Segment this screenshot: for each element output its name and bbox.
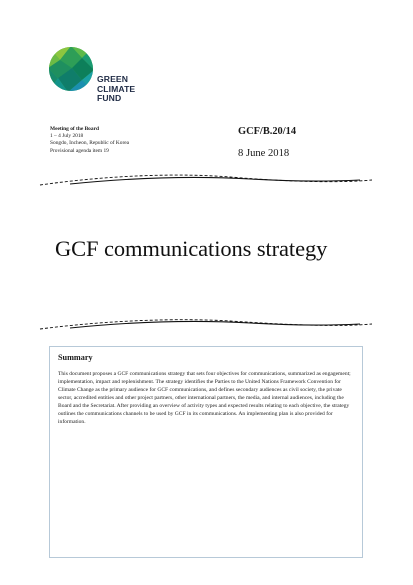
meeting-location: Songdo, Incheon, Republic of Korea [50,140,130,147]
document-date: 8 June 2018 [238,148,290,159]
document-reference: GCF/B.20/14 [238,126,297,137]
meeting-info [50,126,129,155]
document-title: GCF communications strategy [55,236,328,261]
meeting-label: Meeting of the Board [50,126,99,132]
logo-line: GREEN [97,74,129,84]
globe-icon [48,46,94,92]
summary-box [49,346,363,558]
agenda-item: Provisional agenda item 19 [50,147,109,154]
logo-wordmark [97,75,135,104]
summary-body: This document proposes a GCF communications strategy that sets four objectives for communications, summarized as engagement; implementation, impact and replenishment. The strategy identifies the Parties to the United Nations Framework Convention for Climate Change as the primary audience for GCF communications, and defines secondary audiences as civil society, the private sector, accredited entities and other project partners, other international partners, the media, and internal audiences, including the Board and the Secretariat. After providing an overview of activity types and expected results relating to each objective, the strategy outlines the communications channels to be used by GCF in its communications. An implementing plan is also provided for information. [58,371,351,425]
meeting-dates: 1 – 4 July 2018 [50,133,84,140]
bottom-divider [0,315,413,335]
top-divider [0,172,413,192]
logo-line: FUND [97,93,122,104]
gcf-logo [48,46,168,116]
logo-line: CLIMATE [97,83,136,94]
summary-heading: Summary [58,353,93,362]
